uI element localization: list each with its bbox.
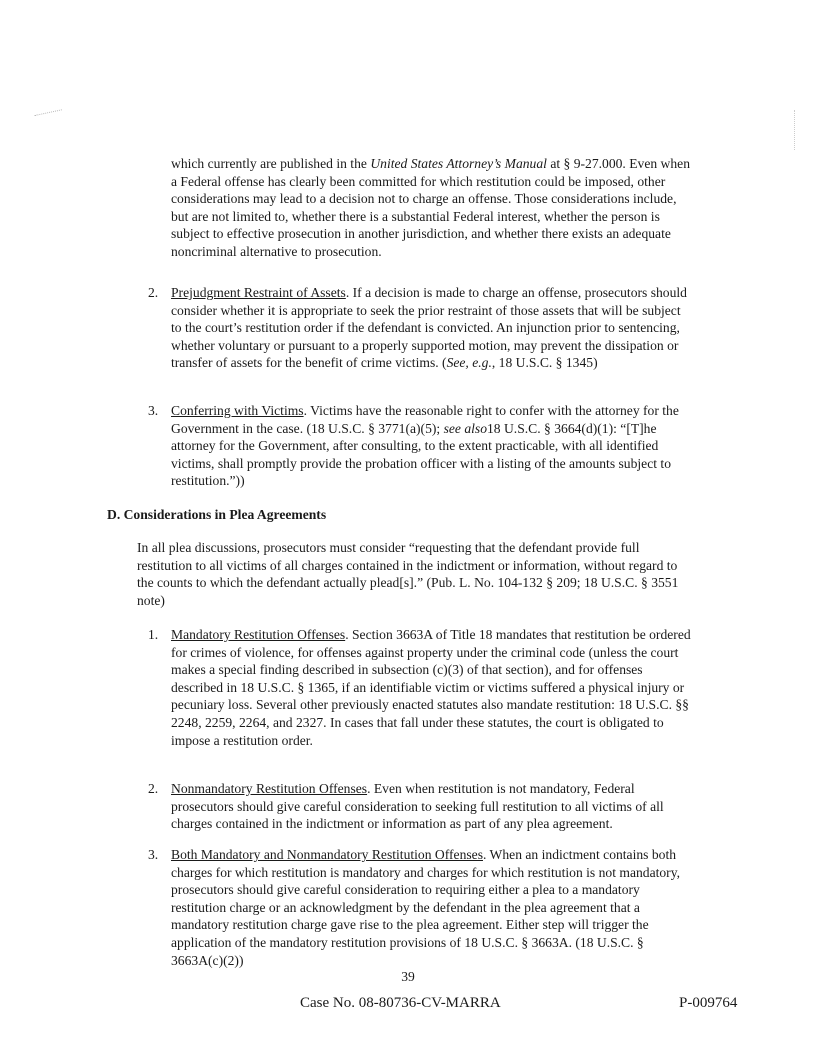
intro-text-post: at § 9-27.000. Even when a Federal offense has clearly been committed for which restitution could be imposed, other considerations may lead to a decision not to charge an offense. Those considerations include, but are not limited to, whether there is a substantial Federal interest, whether the person is subject to effective prosecution in another jurisdiction, and whether there exists an adequate noncriminal alternative to prosecution. (171, 156, 691, 259)
list-item-text-end: , 18 U.S.C. § 1345) (491, 355, 598, 371)
list-item-text-end: 18 U.S.C. § 3664(d)(1): “[T]he attorney for the Government, after consulting, to the extent practicable, with all identified victims, shall promptly provide the probation officer with a listing of the amounts subject to restitution.”)) (171, 420, 671, 489)
list-item-number: 2. (148, 781, 159, 796)
list-item-text: . If a decision is made to charge an offense, prosecutors should consider whether it is appropriate to seek the prior restraint of those assets that will be subject to the court’s restitution order if the defendant is convicted. An injunction prior to sentencing, whether voluntary or pursuant to a properly supported motion, may prevent the dissipation or transfer of assets for the benefit of crime victims. ( (171, 285, 687, 371)
intro-paragraph (171, 155, 696, 261)
list-item-number: 1. (148, 627, 159, 642)
plea-intro-text: In all plea discussions, prosecutors must consider “requesting that the defendant provide full restitution to all victims of all charges contained in the indictment or information, without regard to the counts to which the defendant actually plead[s].” (Pub. L. No. 104-132 § 209; 18 U.S.C. § 3551 note) (137, 540, 679, 608)
intro-text-italic: United States Attorney’s Manual (370, 156, 547, 171)
list-item-title: Mandatory Restitution Offenses (171, 627, 346, 642)
scan-artifact (34, 109, 65, 133)
page-number: 39 (401, 969, 415, 984)
list-item-text: . Victims have the reasonable right to confer with the attorney for the Government in the case. (18 U.S.C. § 3771(a)(5); (171, 403, 679, 436)
list-item-italic: See, e.g. (446, 355, 492, 371)
footer-case-number: Case No. 08-80736-CV-MARRA (300, 995, 501, 1011)
list-item-title: Prejudgment Restraint of Assets (171, 285, 346, 300)
scan-artifact-right (794, 110, 796, 150)
intro-text-pre: which currently are published in the (171, 156, 371, 171)
list-item-text: . Section 3663A of Title 18 mandates that restitution be ordered for crimes of violence, for offenses against property under the criminal code (unless the court makes a special finding described in subsection (c)(3) of that section), and for offenses described in 18 U.S.C. § 1365, if an identifiable victim or victims suffered a physical injury or pecuniary loss. Several other previously enacted statutes also mandate restitution: 18 U.S.C. §§ 2248, 2259, 2264, and 2327. In cases that fall under these statutes, the court is obligated to impose a restitution order. (171, 627, 691, 748)
list-item-italic: see also (443, 420, 487, 436)
list-item-title: Both Mandatory and Nonmandatory Restitution Offenses (171, 847, 483, 862)
list-item-number: 3. (148, 847, 159, 862)
list-item-number: 2. (148, 285, 159, 300)
plea-intro-paragraph (137, 539, 697, 609)
list-item-title: Conferring with Victims (171, 403, 304, 418)
list-item-title: Nonmandatory Restitution Offenses (171, 781, 368, 796)
list-item-number: 3. (148, 403, 159, 418)
footer-bates-number: P-009764 (679, 995, 738, 1011)
list-item-text: . When an indictment contains both charges for which restitution is mandatory and charges for which restitution is not mandatory, prosecutors should give careful consideration to requiring either a plea to a mandatory restitution charge or an acknowledgment by the defendant in the plea agreement that a mandatory restitution charge gave rise to the plea agreement. Either step will trigger the application of the mandatory restitution provisions of 18 U.S.C. § 3663A. (18 U.S.C. § 3663A(c)(2)) (171, 847, 681, 968)
list-item-text: . Even when restitution is not mandatory, Federal prosecutors should give careful consideration to seeking full restitution to all victims of all charges contained in the indictment or information as part of any plea agreement. (171, 781, 664, 832)
section-heading: D. Considerations in Plea Agreements (107, 507, 327, 522)
